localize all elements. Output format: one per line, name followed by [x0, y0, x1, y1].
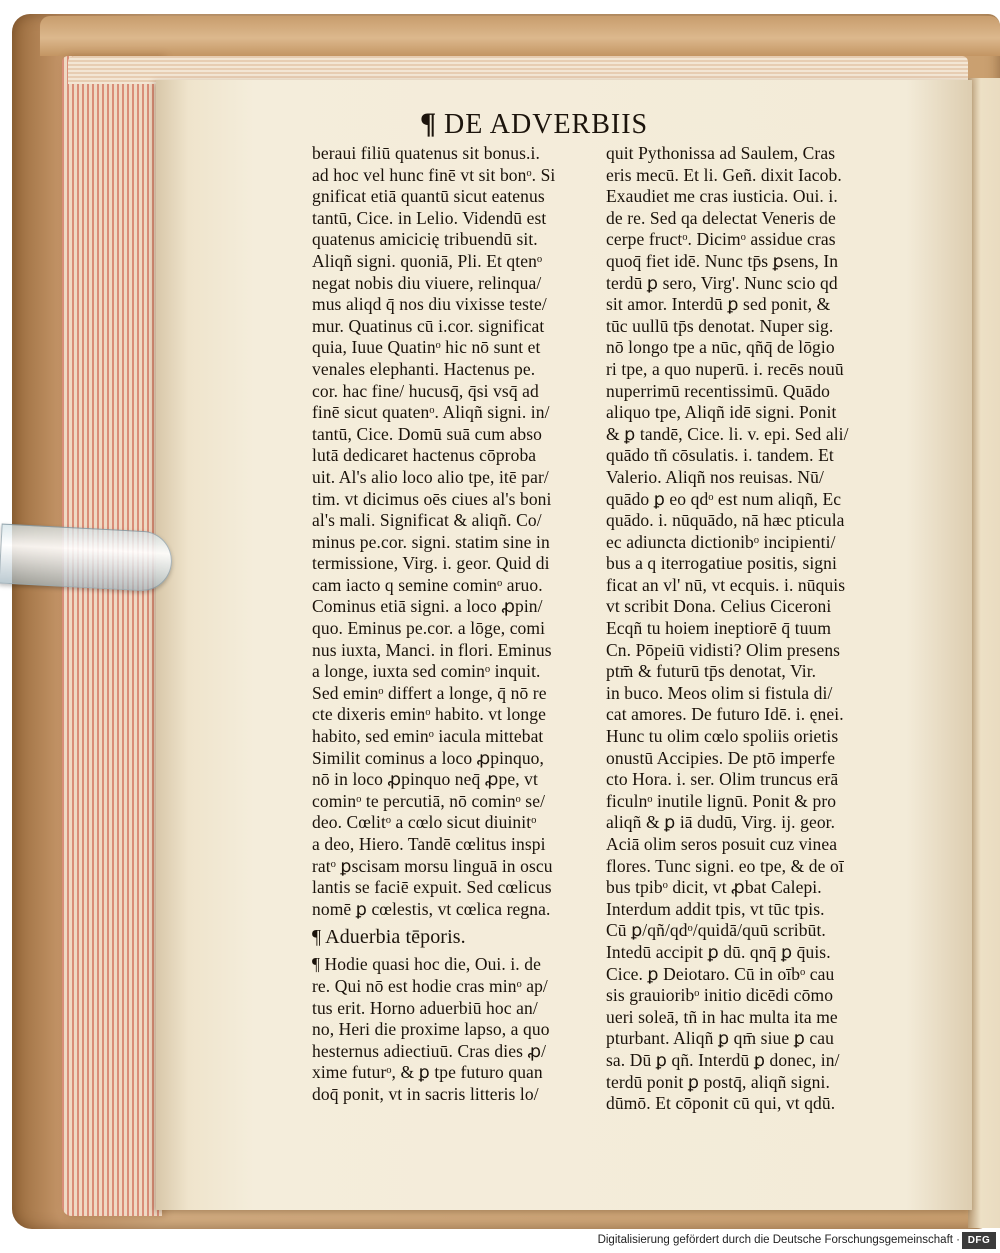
text-line: tantū, Cice. in Lelio. Videndū est — [312, 207, 547, 228]
text-line: beraui filiū quatenus sit bonus.i. — [312, 143, 540, 163]
text-line: terdū ponit ꝑ postq̄, aliqñ signi. — [606, 1071, 830, 1092]
page-holder-clip — [0, 524, 173, 593]
text-line: cominᵒ te percutiā, nō cominᵒ se/ — [312, 790, 546, 811]
text-line: cerpe fructᵒ. Dicimᵒ assidue cras — [606, 229, 836, 250]
text-line: quādo ꝑ eo qdᵒ est num aliqñ, Ec — [606, 488, 842, 509]
text-line: cam iacto q semine cominᵒ aruo. — [312, 574, 543, 595]
text-line: tantū, Cice. Domū suā cum abso — [312, 423, 542, 444]
text-line: Aliqñ signi. quoniā, Pli. Et qtenᵒ — [312, 250, 543, 271]
text-line: sit amor. Interdū ꝑ sed ponit, & — [606, 294, 831, 315]
text-line: ueri soleā, tñ in hac multa ita me — [606, 1006, 838, 1027]
text-line: habito, sed eminᵒ iacula mittebat — [312, 726, 544, 747]
text-line: doq̄ ponit, vt in sacris litteris lo/ — [312, 1083, 539, 1104]
text-line: cat amores. De futuro Idē. i. ęnei. — [606, 704, 844, 725]
text-line: Sed eminᵒ differt a longe, q̄ nō re — [312, 682, 547, 703]
text-line: mur. Quatinus cū i.cor. significat — [312, 315, 545, 336]
text-line: Hunc tu olim cœlo spoliis orietis — [606, 726, 839, 747]
text-line: nō in loco ꝓpinquo neq̄ ꝓpe, vt — [312, 769, 538, 790]
text-line: quit Pythonissa ad Saulem, Cras — [606, 143, 836, 163]
text-line: venales elephanti. Hactenus pe. — [312, 358, 536, 379]
page-edges-left — [62, 56, 162, 1216]
text-line: Valerio. Aliqñ nos reuisas. Nū/ — [606, 466, 824, 487]
left-text-column — [312, 143, 592, 1106]
text-line: Cn. Pōpeiū vidisti? Olim presens — [606, 639, 841, 660]
section-heading: ¶ Aduerbia tēporis. — [312, 926, 466, 949]
text-line: ficulnᵒ inutile lignū. Ponit & pro — [606, 790, 837, 811]
header-title: DE ADVERBIIS — [444, 109, 649, 140]
text-line: terdū ꝑ sero, Virg'. Nunc scio qd — [606, 272, 838, 293]
text-line: lutā dedicaret hactenus cōproba — [312, 445, 537, 466]
text-line: quoq̄ fiet idē. Nunc tp̄s ꝑsens, In — [606, 250, 839, 271]
book-binding-top — [40, 16, 1000, 56]
text-line: uit. Al's alio loco alio tpe, itē par/ — [312, 466, 549, 487]
text-line: ad hoc vel hunc finē vt sit bonᵒ. Si — [312, 164, 556, 185]
text-line: ratᵒ ꝑscisam morsu linguā in oscu — [312, 855, 553, 876]
funding-credit: Digitalisierung gefördert durch die Deutsche Forschungsgemeinschaft · — [597, 1234, 960, 1246]
text-line: cor. hac fine/ hucusq̄, q̄si vsq̄ ad — [312, 380, 539, 401]
text-line: eris mecū. Et li. Geñ. dixit Iacob. — [606, 164, 842, 185]
text-line: Cū ꝑ/qñ/qdᵒ/quidā/quū scribūt. — [606, 920, 826, 941]
text-line: deo. Cœlitᵒ a cœlo sicut diuinitᵒ — [312, 812, 537, 833]
text-line: bus a q iterrogatiue positis, signi — [606, 553, 837, 574]
text-line: finē sicut quatenᵒ. Aliqñ signi. in/ — [312, 402, 550, 423]
text-line: quia, Iuue Quatinᵒ hic nō sunt et — [312, 337, 541, 358]
text-line: quādo tñ cōsulatis. i. tandem. Et — [606, 445, 834, 466]
text-line: lantis se faciē expuit. Sed cœlicus — [312, 877, 552, 898]
facing-page-edge — [968, 78, 1000, 1228]
text-line: in buco. Meos olim si fistula di/ — [606, 682, 833, 703]
text-line: sis grauioribᵒ initio dicēdi cōmo — [606, 985, 834, 1006]
text-line: nuperrimū recentissimū. Quādo — [606, 380, 831, 401]
header-pilcrow: ¶ — [420, 107, 438, 140]
text-line: cto Hora. i. ser. Olim truncus erā — [606, 769, 839, 790]
text-line: Interdum addit tpis, vt tūc tpis. — [606, 898, 825, 919]
right-text-column — [606, 143, 896, 1115]
text-line: Exaudiet me cras iusticia. Oui. i. — [606, 186, 838, 207]
text-line: ficat an vl' nū, vt ecquis. i. nūquis — [606, 574, 846, 595]
text-line: ri tpe, a quo nuperū. i. recēs nouū — [606, 358, 844, 379]
footer-bar — [0, 1229, 1000, 1253]
text-line: Aciā olim seros posuit cuz vinea — [606, 834, 838, 854]
text-line: aliquo tpe, Aliqñ idē signi. Ponit — [606, 402, 837, 423]
dfg-logo: DFG — [962, 1232, 996, 1249]
text-line: bus tpibᵒ dicit, vt ꝓbat Calepi. — [606, 877, 822, 898]
text-line: quo. Eminus pe.cor. a lōge, comi — [312, 618, 546, 639]
text-line: Intedū accipit ꝑ dū. qnq̄ ꝑ q̄uis. — [606, 941, 831, 962]
text-line: tus erit. Horno aduerbiū hoc an/ — [312, 997, 538, 1018]
text-line: nus iuxta, Manci. in flori. Eminus — [312, 639, 552, 660]
text-line: quādo. i. nūquādo, nā hæc pticula — [606, 510, 845, 531]
text-line: dūmō. Et cōponit cū qui, vt qdū. — [606, 1093, 836, 1114]
text-line: pturbant. Aliqñ ꝑ qm̄ siue ꝑ cau — [606, 1028, 834, 1049]
text-line: hesternus adiectiuū. Cras dies ꝓ/ — [312, 1040, 547, 1061]
text-line: re. Qui nō est hodie cras minᵒ ap/ — [312, 975, 548, 996]
text-line: termissione, Virg. i. geor. Quid di — [312, 553, 550, 574]
text-line: vt scribit Dona. Celius Ciceroni — [606, 596, 832, 617]
text-line: xime futurᵒ, & ꝑ tpe futuro quan — [312, 1062, 543, 1083]
text-line: nō longo tpe a nūc, qñq̄ de lōgio — [606, 337, 835, 358]
text-line: ptm̄ & futurū tp̄s denotat, Vir. — [606, 661, 817, 682]
text-line: de re. Sed qa delectat Veneris de — [606, 207, 836, 228]
text-line: a deo, Hiero. Tandē cœlitus inspi — [312, 834, 546, 854]
text-line: Cice. ꝑ Deiotaro. Cū in oībᵒ cau — [606, 963, 835, 984]
text-line: quatenus amicicię tribuendū sit. — [312, 229, 538, 250]
text-line: ec adiuncta dictionibᵒ incipienti/ — [606, 531, 836, 552]
text-line: nomē ꝑ cœlestis, vt cœlica regna. — [312, 898, 551, 919]
text-line: flores. Tunc signi. eo tpe, & de oī — [606, 855, 844, 876]
text-line: onustū Accipies. De ptō imperfe — [606, 747, 836, 768]
text-line: Similit cominus a loco ꝓpinquo, — [312, 747, 544, 768]
text-line: minus pe.cor. signi. statim sine in — [312, 531, 550, 552]
text-line: mus aliqd q̄ nos diu vixisse teste/ — [312, 294, 547, 315]
text-line: gnificat etiā quantū sicut eatenus — [312, 186, 545, 207]
text-line: & ꝑ tandē, Cice. li. v. epi. Sed ali/ — [606, 423, 849, 444]
text-line: negat nobis diu viuere, relinqua/ — [312, 272, 542, 293]
text-line: cte dixeris eminᵒ habito. vt longe — [312, 704, 546, 725]
text-line: al's mali. Significat & aliqñ. Co/ — [312, 510, 542, 531]
running-header — [420, 104, 710, 144]
text-line: a longe, iuxta sed cominᵒ inquit. — [312, 661, 541, 682]
text-line: sa. Dū ꝑ qñ. Interdū ꝑ donec, in/ — [606, 1049, 840, 1070]
text-line: no, Heri die proxime lapso, a quo — [312, 1019, 550, 1040]
text-line: aliqñ & ꝑ iā dudū, Virg. ij. geor. — [606, 812, 836, 833]
text-line: tūc uullū tp̄s denotat. Nuper sig. — [606, 315, 834, 336]
text-line: Ecqñ tu hoiem ineptiorē q̄ tuum — [606, 618, 832, 639]
text-line: tim. vt dicimus oēs ciues al's boni — [312, 488, 552, 509]
text-line: Cominus etiā signi. a loco ꝓpin/ — [312, 596, 543, 617]
text-line: ¶ Hodie quasi hoc die, Oui. i. de — [312, 954, 541, 975]
